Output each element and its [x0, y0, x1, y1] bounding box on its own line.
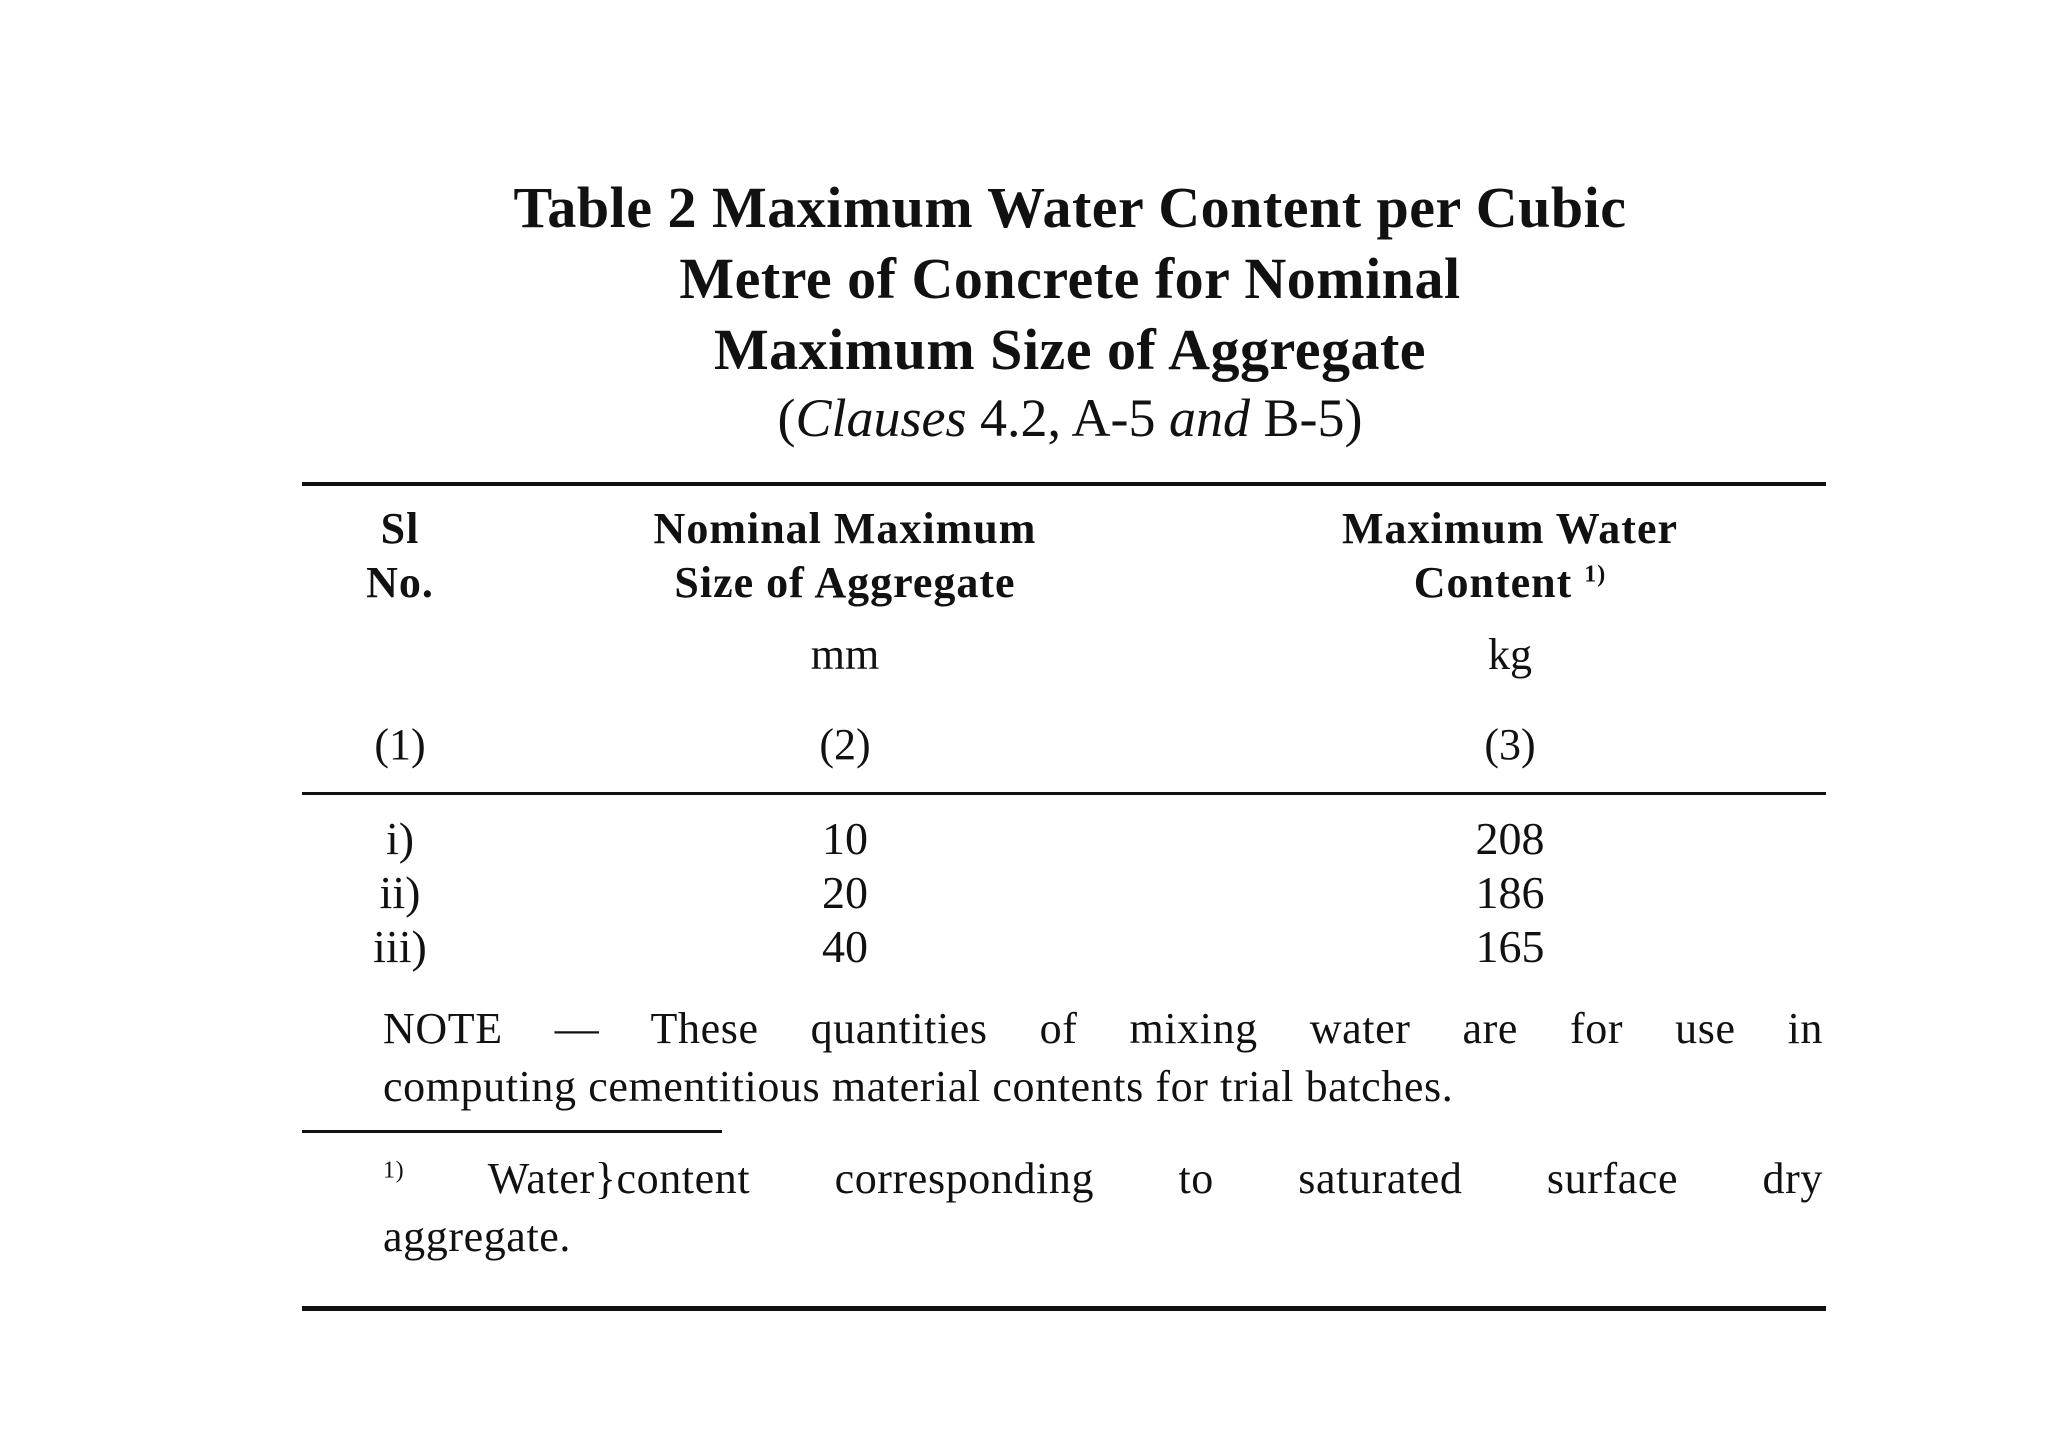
row-1-sl: i)	[385, 813, 415, 864]
footnote-line-2: aggregate.	[383, 1212, 571, 1261]
footnote-marker: 1)	[383, 1157, 405, 1184]
note-line-1: NOTE — These quantities of mixing water are for use in	[383, 1004, 1823, 1053]
header-sl-no	[300, 502, 500, 610]
footnote-text-1: Water}content corresponding to saturated surface dry	[404, 1154, 1823, 1203]
row-3-size: 40	[822, 921, 868, 972]
table-top-rule	[302, 482, 1826, 486]
unit-mm: mm	[810, 630, 880, 679]
row-2-water: 186	[1475, 867, 1545, 918]
header-max-water	[1210, 502, 1810, 610]
col-number-3: (3)	[1484, 720, 1536, 769]
row-3-water: 165	[1475, 921, 1545, 972]
footnote	[383, 1150, 1823, 1266]
clauses-and: and	[1169, 388, 1251, 448]
row-1-size: 10	[822, 813, 868, 864]
unit-kg: kg	[1488, 630, 1532, 679]
clauses-open: (	[777, 388, 796, 448]
clauses-ref-2: B-5)	[1250, 388, 1363, 448]
col-number-1: (1)	[374, 720, 426, 769]
note-line-2: computing cementitious material contents for trial batches.	[383, 1062, 1454, 1111]
header-water-line-1: Maximum Water	[1341, 504, 1679, 553]
table-title-line-3: Maximum Size of Aggregate	[713, 317, 1427, 382]
header-sl-line-2: No.	[366, 558, 434, 607]
row-1-water: 208	[1475, 813, 1545, 864]
header-water-line-2	[1210, 556, 1810, 610]
table-title-line-2: Metre of Concrete for Nominal	[679, 246, 1461, 311]
footnote-mark: 1)	[1584, 561, 1607, 588]
row-2-sl: ii)	[379, 867, 421, 918]
clauses-word: Clauses	[795, 388, 967, 448]
header-nominal-size	[520, 502, 1170, 610]
header-size-line-1: Nominal Maximum	[653, 504, 1037, 553]
header-size-line-2: Size of Aggregate	[674, 558, 1016, 607]
row-3-sl: iii)	[373, 921, 427, 972]
clauses-ref-1: 4.2, A-5	[966, 388, 1170, 448]
col-number-2: (2)	[819, 720, 871, 769]
row-2-size: 20	[822, 867, 868, 918]
header-sl-line-1: Sl	[380, 504, 420, 553]
footnote-rule	[302, 1130, 722, 1133]
footnote-line-1	[383, 1150, 1823, 1208]
clauses-reference	[0, 388, 2048, 448]
table-bottom-rule	[302, 1306, 1826, 1311]
header-water-content: Content	[1413, 558, 1573, 607]
table-note	[383, 1000, 1823, 1116]
table-title-line-1: Table 2 Maximum Water Content per Cubic	[513, 175, 1627, 240]
table-header-rule	[302, 792, 1826, 795]
